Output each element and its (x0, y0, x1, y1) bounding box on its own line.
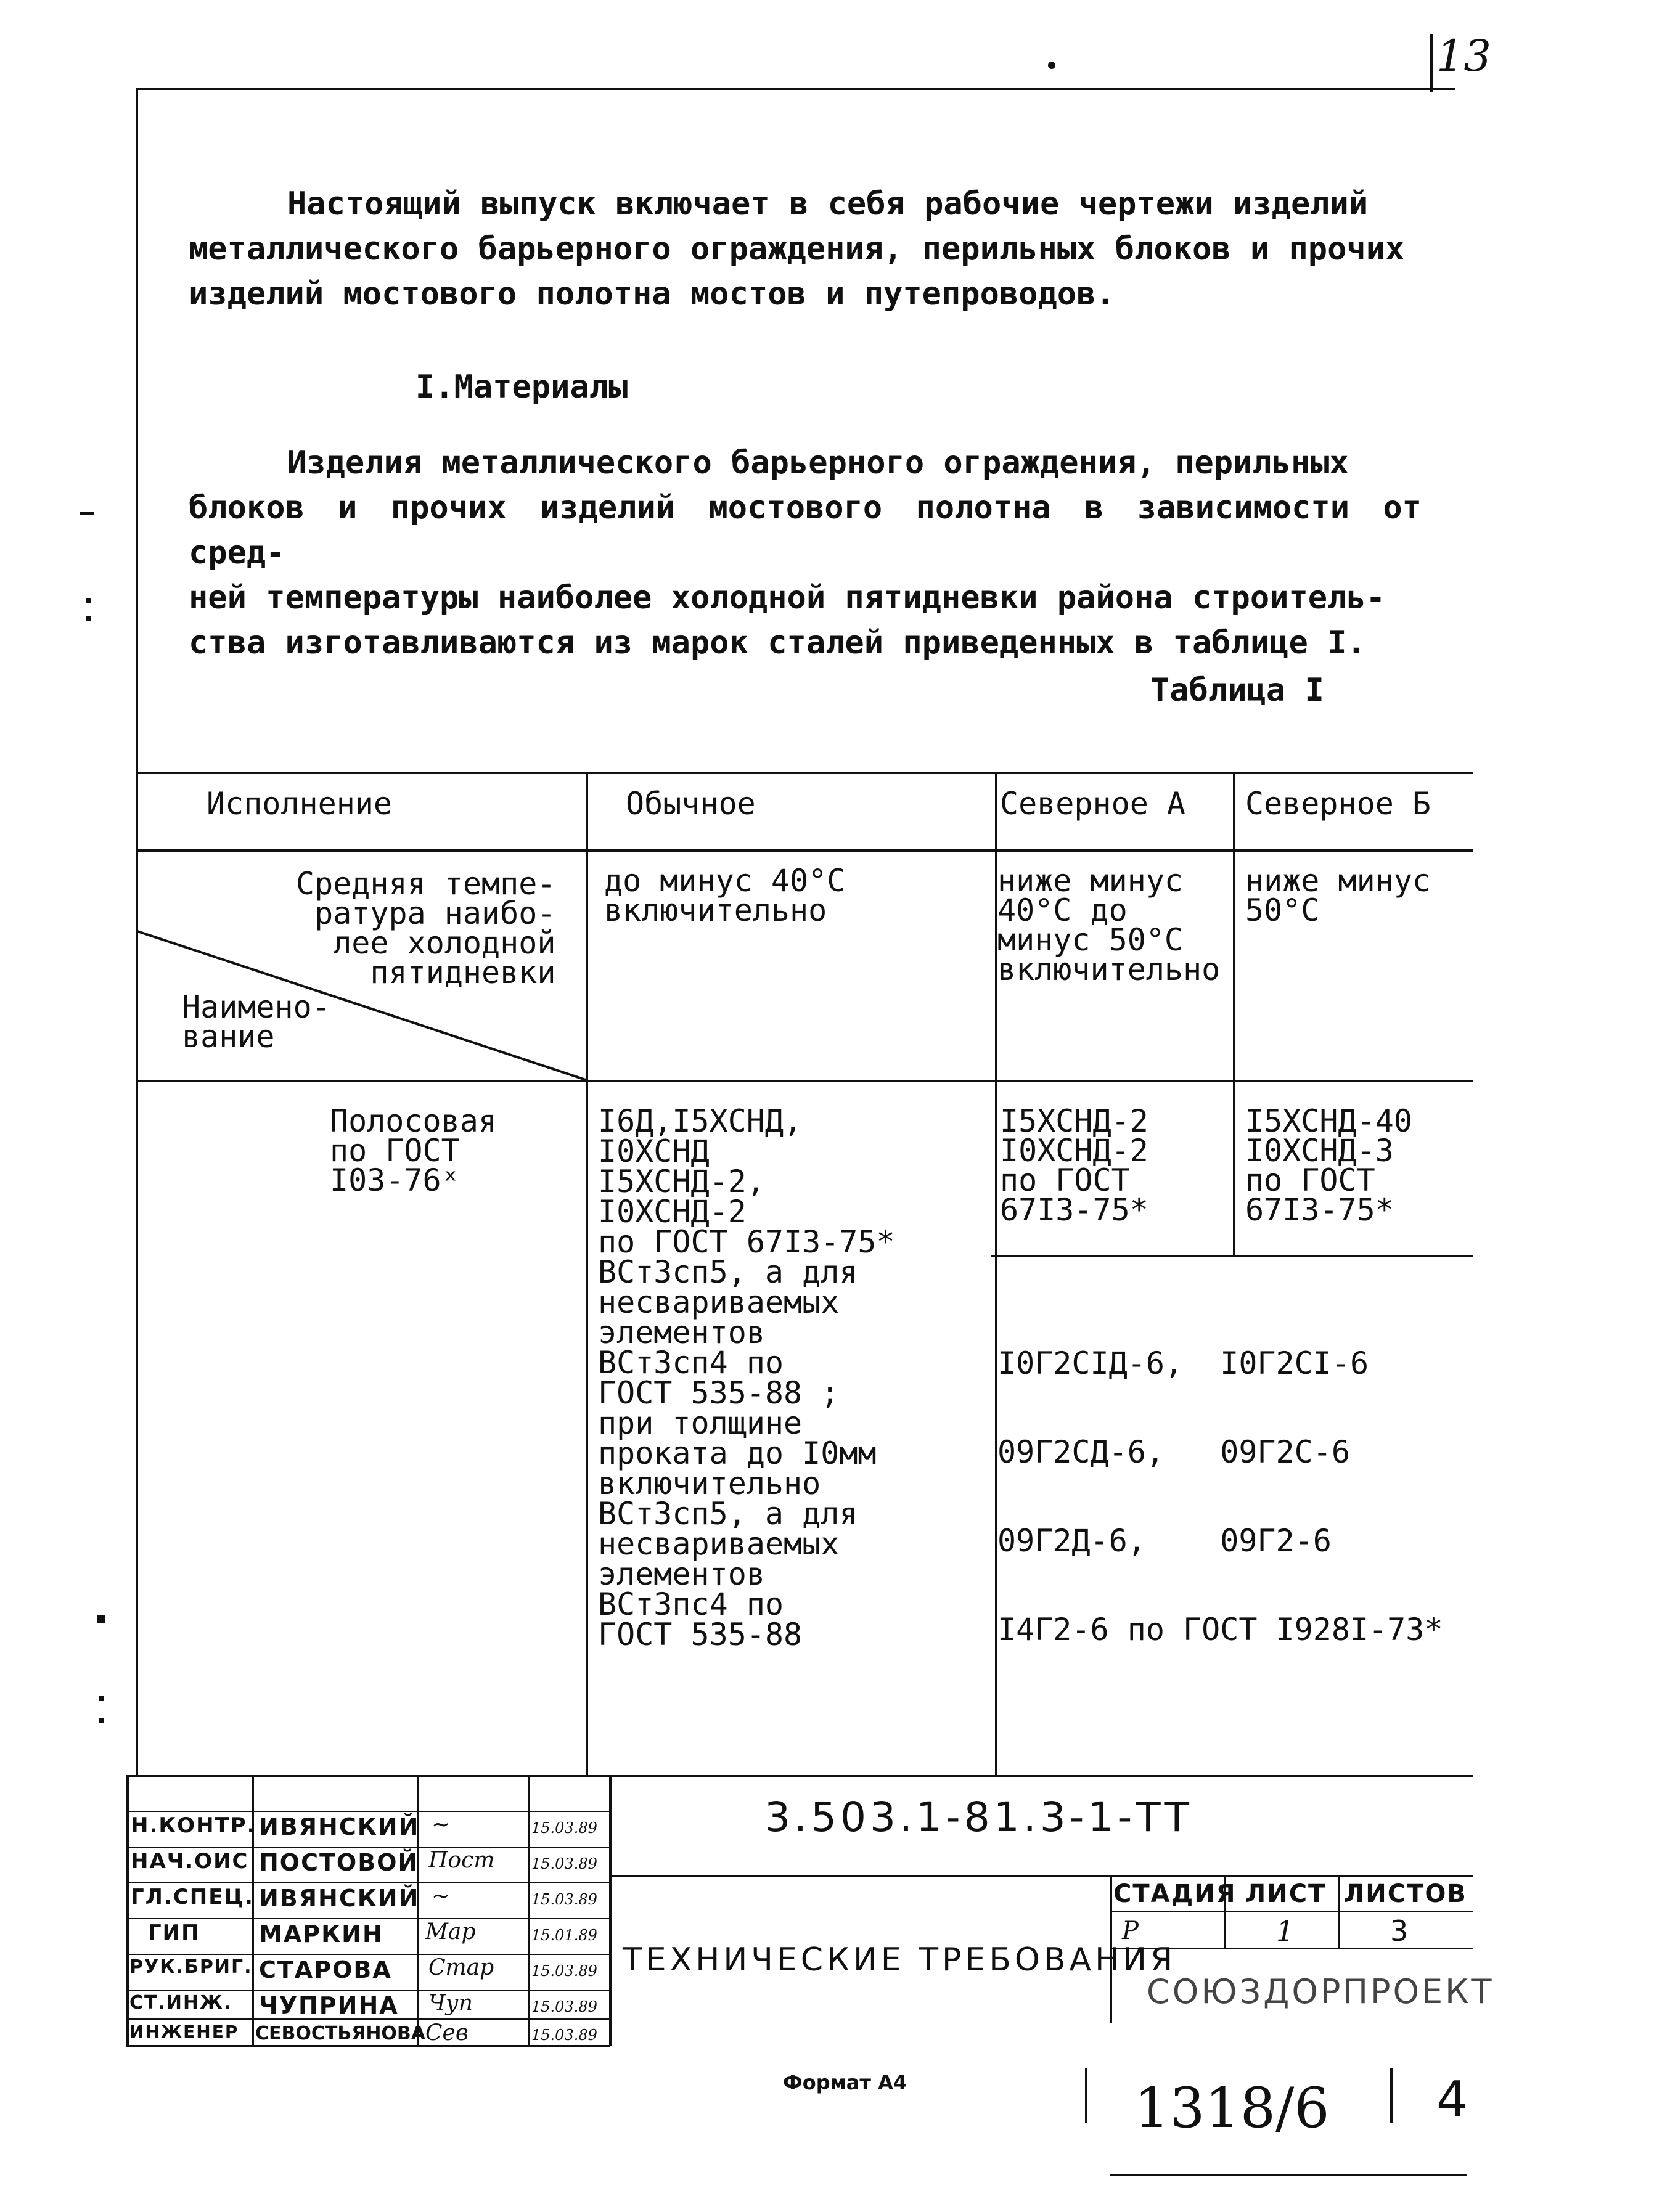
stamp-date-1: 15.03.89 (531, 1819, 597, 1837)
stamp-name-3: ИВЯНСКИЙ (259, 1885, 420, 1912)
table-line-inner (991, 1255, 1473, 1257)
temp-obychnoe: до минус 40°С включительно (604, 863, 846, 928)
stamp-line-mid (610, 1875, 1473, 1877)
archive-underline (1110, 2174, 1467, 2176)
row-obychnoe: I6Д,I5ХСНД, I0ХСНД I5ХСНД-2, I0ХСНД-2 по ГОСТ 67I3-75* ВСт3сп5, а для несвариваемых элементов ВСт3сп4 по ГОСТ 535-88 ; при толщине проката до I0мм включительно ВСт3сп5, а для несвариваемых элементов ВСт3пс4 по ГОСТ 535-88 (598, 1103, 895, 1652)
margin-mark-1 (80, 512, 94, 515)
margin-mark-3 (86, 616, 91, 621)
header-severnoe-b: Северное Б (1245, 786, 1431, 822)
row-name: Полосовая по ГОСТ I03-76ˣ (330, 1103, 497, 1198)
stamp-line-bottom (126, 2045, 610, 2047)
stamp-date-3: 15.03.89 (531, 1891, 597, 1908)
sheet-value: 1 (1276, 1914, 1295, 1948)
margin-mark-4 (97, 1615, 105, 1623)
intro-paragraph (189, 182, 1446, 317)
page-number: 4 (1436, 2071, 1468, 2128)
stage-value: Р (1122, 1917, 1139, 1945)
header-severnoe-a: Северное А (1000, 786, 1186, 822)
stamp-name-5: СТАРОВА (259, 1956, 392, 1983)
stamp-stage-row-line (1110, 1911, 1473, 1912)
stamp-date-5: 15.03.89 (531, 1962, 597, 1980)
margin-mark-5 (99, 1696, 104, 1701)
stamp-role-1: Н.КОНТР. (131, 1813, 256, 1838)
stamp-row-line-1 (126, 1811, 610, 1812)
stamp-name-7: СЕВОСТЬЯНОВА (255, 2023, 426, 2044)
stamp-name-6: ЧУПРИНА (259, 1992, 399, 2019)
stamp-role-5: РУК.БРИГ. (129, 1956, 253, 1978)
intro-line-3: изделий мостового полотна мостов и путепроводов. (189, 275, 1115, 312)
frame-top (136, 88, 1455, 90)
stamp-signature-4: Мар (425, 1919, 476, 1945)
intro-line-1: Настоящий выпуск включает в себя рабочие чертежи изделий (287, 186, 1369, 222)
organization: СОЮЗДОРПРОЕКТ (1147, 1972, 1494, 2011)
materials-line-3: ней температуры наиболее холодной пятидневки района строитель- (189, 579, 1386, 616)
stamp-role-4: ГИП (148, 1920, 200, 1945)
section-title: I.Материалы (416, 369, 628, 406)
table-col-line-1 (586, 772, 588, 1776)
stamp-date-4: 15.01.89 (531, 1927, 597, 1944)
table-line-header (136, 849, 1473, 852)
materials-line-2: блоков и прочих изделий мостового полотна в зависимости от сред- (189, 489, 1422, 571)
stamp-name-1: ИВЯНСКИЙ (259, 1813, 420, 1840)
diag-bottom-text: Наимено- вание (182, 989, 330, 1055)
stamp-row-line-4 (126, 1918, 610, 1919)
stamp-row-line-3 (126, 1882, 610, 1883)
header-ispolnenie: Исполнение (207, 786, 393, 822)
archive-number: 1318/6 (1134, 2076, 1330, 2141)
materials-line-1: Изделия металлического барьерного ограждения, перильных (287, 444, 1349, 481)
stamp-signature-3: ~ (432, 1883, 451, 1909)
stamp-col-4 (609, 1775, 612, 2046)
diag-top-text: Средняя темпе- ратура наибо- лее холодной пятидневки (296, 866, 556, 990)
document-designation: 3.503.1-81.3-1-ТТ (764, 1794, 1193, 1841)
stamp-line-top (126, 1775, 1473, 1777)
temp-severnoe-b: ниже минус 50°С (1245, 863, 1431, 928)
margin-mark-6 (99, 1718, 104, 1723)
stamp-signature-5: Стар (428, 1955, 494, 1980)
materials-line-4: ства изготавливаются из марок сталей приведенных в таблице I. (189, 624, 1366, 661)
stamp-role-7: ИНЖЕНЕР (129, 2022, 239, 2042)
document-title: ТЕХНИЧЕСКИЕ ТРЕБОВАНИЯ (623, 1941, 1177, 1978)
header-obychnoe: Обычное (626, 786, 756, 822)
stamp-row-line-5 (126, 1954, 610, 1955)
page-corner-number: 13 (1436, 31, 1492, 81)
scan-dot (1048, 62, 1055, 69)
intro-line-2: металлического барьерного ограждения, перильных блоков и прочих (189, 231, 1405, 267)
stage-label: СТАДИЯ (1113, 1880, 1237, 1908)
stamp-signature-2: Пост (428, 1848, 495, 1873)
corner-mark-line (1430, 34, 1433, 92)
sheets-label: ЛИСТОВ (1344, 1880, 1467, 1908)
stamp-role-2: НАЧ.ОИС (131, 1849, 249, 1874)
sheet-label: ЛИСТ (1245, 1880, 1327, 1908)
stamp-date-6: 15.03.89 (531, 1998, 597, 2015)
stamp-col-0 (126, 1775, 129, 2046)
margin-mark-2 (86, 598, 91, 603)
row-severnoe-b: I5ХСНД-40 I0ХСНД-3 по ГОСТ 67I3-75* (1245, 1103, 1412, 1228)
stamp-col-3 (528, 1775, 530, 2046)
stamp-date-7: 15.03.89 (531, 2026, 597, 2044)
stamp-signature-6: Чуп (428, 1991, 473, 2016)
stamp-signature-7: Сев (425, 2020, 469, 2046)
stamp-name-2: ПОСТОВОЙ (259, 1849, 419, 1876)
table-line-top (136, 772, 1473, 774)
table-col-line-3 (1233, 772, 1235, 1256)
row-severnye-common: I0Г2СIД-6, I0Г2СI-6 09Г2СД-6, 09Г2С-6 09Г2Д-6, 09Г2-6 I4Г2-6 по ГОСТ I928I-73* (997, 1345, 1443, 1647)
archive-line-right (1390, 2068, 1393, 2123)
stamp-row-line-2 (126, 1847, 610, 1848)
stamp-date-2: 15.03.89 (531, 1855, 597, 1872)
stamp-name-4: МАРКИН (259, 1920, 383, 1948)
stamp-signature-1: ~ (432, 1812, 451, 1837)
stamp-row-line-6 (126, 1990, 610, 1991)
stamp-role-3: ГЛ.СПЕЦ. (131, 1885, 254, 1909)
table-caption: Таблица I (1150, 672, 1324, 709)
temp-severnoe-a: ниже минус 40°С до минус 50°С включительно (997, 863, 1221, 987)
row-severnoe-a: I5ХСНД-2 I0ХСНД-2 по ГОСТ 67I3-75* (1000, 1103, 1148, 1228)
format-label: Формат А4 (783, 2071, 907, 2094)
sheets-value: 3 (1390, 1914, 1409, 1948)
materials-paragraph (189, 441, 1422, 666)
archive-line-left (1085, 2068, 1087, 2123)
stamp-role-6: СТ.ИНЖ. (129, 1992, 232, 2014)
